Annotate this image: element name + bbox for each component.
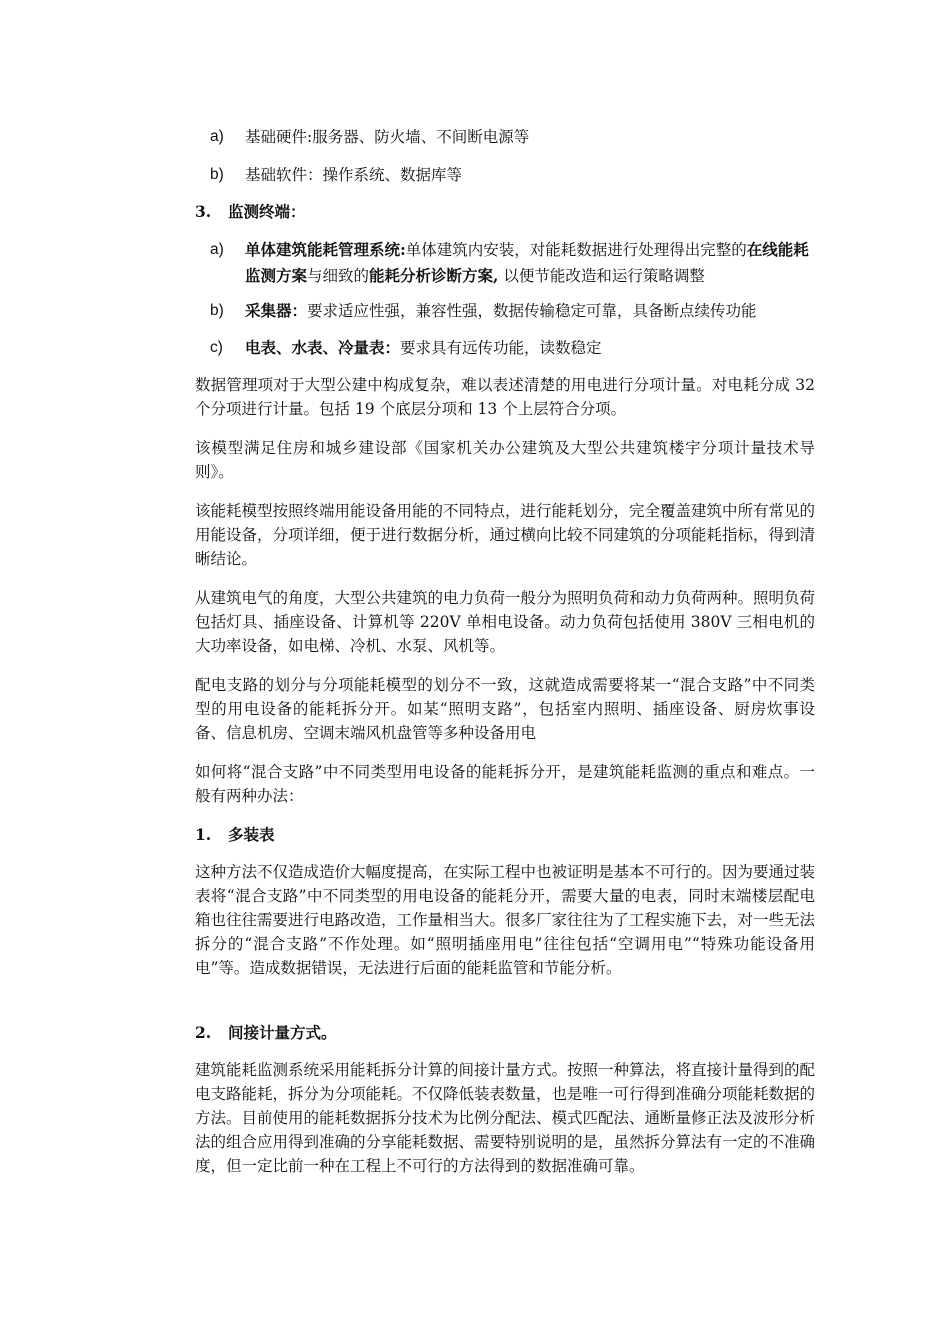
paragraph: 如何将“混合支路”中不同类型用电设备的能耗拆分开，是建筑能耗监测的重点和难点。一般有两种办法： [195, 763, 815, 805]
list-item [210, 336, 810, 360]
list-item-text: 基础软件：操作系统、数据库等 [245, 166, 463, 184]
list-item-text [245, 299, 810, 323]
heading-number: 1. [195, 825, 212, 844]
text-run: 与细致的 [307, 267, 370, 285]
bold-term: 电表、水表、冷量表： [245, 338, 401, 357]
heading-number: 3. [195, 202, 212, 221]
heading-title: 间接计量方式。 [228, 1023, 337, 1042]
paragraph: 该模型满足住房和城乡建设部《国家机关办公建筑及大型公共建筑楼宇分项计量技术导则》。 [195, 439, 815, 481]
list-item-text [245, 336, 810, 360]
heading-number: 2. [195, 1023, 212, 1042]
list-item [210, 237, 810, 289]
list-marker: c) [210, 339, 223, 356]
bold-term: 在线能耗监测方案 [245, 240, 809, 285]
paragraph: 这种方法不仅造成造价大幅度提高，在实际工程中也被证明是基本不可行的。因为要通过装表将“混合支路”中不同类型的用电设备的能耗分开，需要大量的电表，同时末端楼层配电箱也往往需要进行电路改造，工作量相当大。很多厂家往往为了工程实施下去，对一些无法拆分的“混合支路”不作处理。如“照明插座用电”往往包括“空调用电”“特殊功能设备用电”等。造成数据错误，无法进行后面的能耗监管和节能分析。 [195, 863, 816, 977]
list-item-text: 基础硬件:服务器、防火墙、不间断电源等 [245, 128, 530, 146]
paragraph: 数据管理项对于大型公建中构成复杂，难以表述清楚的用电进行分项计量。对电耗分成 32 个分项进行计量。包括 19 个底层分项和 13 个上层符合分项。 [195, 376, 815, 418]
heading-title: 多装表 [228, 825, 275, 844]
text-run: 要求适应性强，兼容性强，数据传输稳定可靠，具备断点续传功能 [307, 302, 757, 320]
paragraph: 该能耗模型按照终端用能设备用能的不同特点，进行能耗划分，完全覆盖建筑中所有常见的用能设备，分项详细，便于进行数据分析，通过横向比较不同建筑的分项能耗指标，得到清晰结论。 [195, 502, 816, 568]
list-item [210, 125, 810, 149]
paragraph: 从建筑电气的角度，大型公共建筑的电力负荷一般分为照明负荷和动力负荷两种。照明负荷包括灯具、插座设备、计算机等 220V 单相电设备。动力负荷包括使用 380V 三相电机的大功率设备，如电梯、冷机、水泵、风机等。 [195, 589, 816, 655]
list-marker: b) [210, 166, 224, 183]
list-marker: b) [210, 302, 224, 319]
bold-term: 能耗分析诊断方案, [369, 266, 499, 285]
paragraph: 配电支路的划分与分项能耗模型的划分不一致，这就造成需要将某一“混合支路”中不同类型的用电设备的能耗拆分开。如某“照明支路”，包括室内照明、插座设备、厨房炊事设备、信息机房、空调末端风机盘管等多种设备用电 [195, 676, 815, 742]
text-run: 单体建筑内安装，对能耗数据进行处理得出完整的 [405, 241, 747, 259]
list-item-text [245, 237, 810, 289]
list-item [210, 299, 810, 323]
bold-term: 采集器： [245, 301, 308, 320]
section-heading-3 [195, 200, 306, 224]
text-run: 以便节能改造和运行策略调整 [498, 267, 705, 285]
heading-title: 监测终端： [228, 202, 306, 221]
list-item [210, 163, 810, 187]
section-heading-2 [195, 1021, 337, 1045]
text-run: 要求具有远传功能，读数稳定 [400, 339, 602, 357]
list-marker: a) [210, 241, 224, 258]
paragraph: 建筑能耗监测系统采用能耗拆分计算的间接计量方式。按照一种算法，将直接计量得到的配电支路能耗，拆分为分项能耗。不仅降低装表数量，也是唯一可行得到准确分项能耗数据的方法。目前使用的能耗数据拆分技术为比例分配法、模式匹配法、通断量修正法及波形分析法的组合应用得到准确的分享能耗数据、需要特别说明的是，虽然拆分算法有一定的不准确度，但一定比前一种在工程上不可行的方法得到的数据准确可靠。 [195, 1061, 816, 1175]
list-marker: a) [210, 128, 224, 145]
section-heading-1 [195, 823, 275, 847]
bold-term: 单体建筑能耗管理系统: [245, 240, 406, 259]
